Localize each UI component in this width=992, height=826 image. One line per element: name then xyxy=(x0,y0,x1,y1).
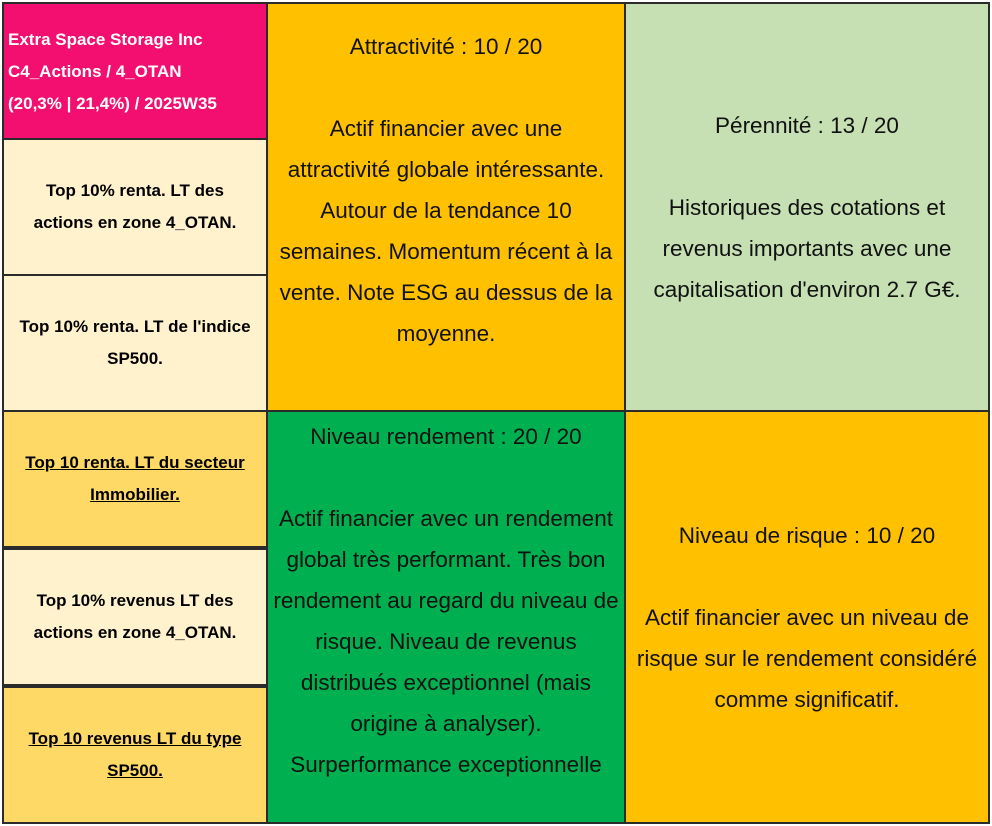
left-cell-2 xyxy=(2,274,268,412)
company-name: Extra Space Storage Inc xyxy=(8,30,203,49)
left-cell-4 xyxy=(2,548,268,686)
perennite-title: Pérennité : 13 / 20 xyxy=(715,112,899,138)
left-cell-text: Top 10 revenus LT du type SP500. xyxy=(28,729,242,780)
category-label: C4_Actions / 4_OTAN xyxy=(8,62,182,81)
rendement-title: Niveau rendement : 20 / 20 xyxy=(310,424,582,449)
attractivite-cell xyxy=(266,2,626,412)
risque-body: Actif financier avec un niveau de risque sur le rendement considéré comme significatif. xyxy=(636,604,978,712)
left-cell-text: Top 10% revenus LT des actions en zone 4_OTAN. xyxy=(33,591,237,642)
left-cell-3 xyxy=(2,410,268,548)
risque-title: Niveau de risque : 10 / 20 xyxy=(678,522,936,548)
rendement-body: Actif financier avec un rendement global très performant. Très bon rendement au regard du niveau de risque. Niveau de revenus distribués exceptionnel (mais origine à analyser). Surperformance exceptionnelle xyxy=(273,506,619,777)
left-cell-5 xyxy=(2,686,268,824)
perennite-cell xyxy=(624,2,990,412)
header-cell xyxy=(2,2,268,140)
stats-label: (20,3% | 21,4%) / 2025W35 xyxy=(8,94,217,113)
left-cell-text: Top 10% renta. LT de l'indice SP500. xyxy=(19,317,251,368)
perennite-body: Historiques des cotations et revenus importants avec une capitalisation d'environ 2.7 G€. xyxy=(653,194,961,302)
attractivite-body: Actif financier avec une attractivité globale intéressante. Autour de la tendance 10 semaines. Momentum récent à la vente. Note ESG au dessus de la moyenne. xyxy=(279,116,613,346)
left-cell-1 xyxy=(2,138,268,276)
risque-cell xyxy=(624,410,990,824)
left-cell-text: Top 10% renta. LT des actions en zone 4_OTAN. xyxy=(33,181,237,232)
attractivite-title: Attractivité : 10 / 20 xyxy=(349,34,543,59)
left-cell-text: Top 10 renta. LT du secteur Immobilier. xyxy=(25,453,245,504)
rendement-cell xyxy=(266,410,626,824)
